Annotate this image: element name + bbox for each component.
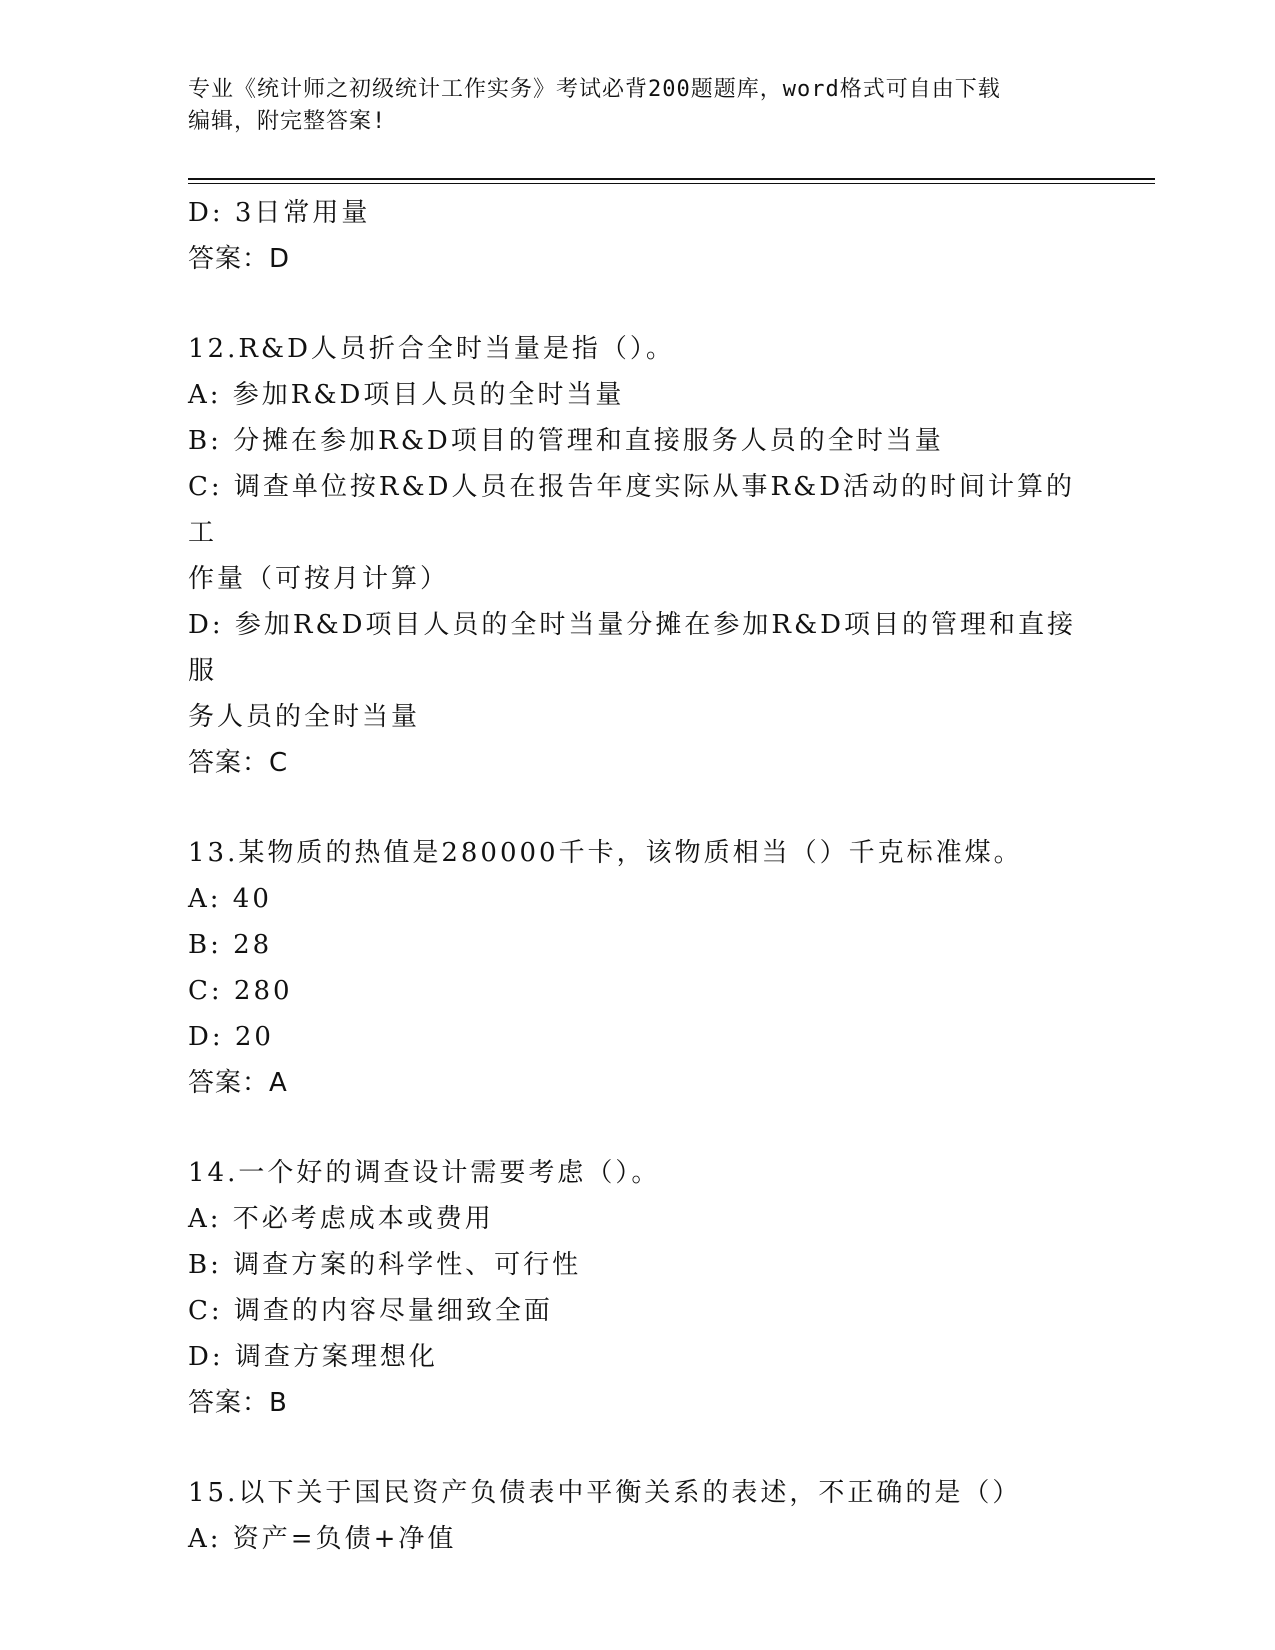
option-d: D: 调查方案理想化 (188, 1342, 438, 1372)
question-stem: 15.以下关于国民资产负债表中平衡关系的表述，不正确的是（） (188, 1478, 1022, 1508)
question-stem: 13.某物质的热值是280000千卡，该物质相当（）千克标准煤。 (188, 838, 1023, 868)
prev-option-d: D: 3日常用量 (188, 198, 371, 228)
spacer (188, 786, 1088, 830)
header-rule-thin (188, 183, 1155, 184)
option-a: A: 资产=负债+净值 (188, 1524, 457, 1554)
question-12 (188, 326, 1088, 786)
option-a: A: 参加R&D项目人员的全时当量 (188, 380, 625, 410)
question-15 (188, 1470, 1088, 1562)
question-list (188, 190, 1088, 1562)
option-b: B: 调查方案的科学性、可行性 (188, 1250, 582, 1280)
question-stem: 12.R&D人员折合全时当量是指（）。 (188, 334, 675, 364)
answer: 答案：B (188, 1388, 288, 1418)
option-a: A: 40 (188, 884, 272, 914)
option-d: D: 20 (188, 1022, 274, 1052)
question-13 (188, 830, 1088, 1106)
spacer (188, 1106, 1088, 1150)
spacer (188, 282, 1088, 326)
option-d-continued: 务人员的全时当量 (188, 702, 421, 732)
option-b: B: 28 (188, 930, 273, 960)
header-line-1: 专业《统计师之初级统计工作实务》考试必背200题题库，word格式可自由下载 (188, 77, 1001, 102)
answer: 答案：A (188, 1068, 288, 1098)
option-d: D: 参加R&D项目人员的全时当量分摊在参加R&D项目的管理和直接服 (188, 610, 1077, 686)
header-rule-thick (188, 178, 1155, 180)
option-c-continued: 作量（可按月计算） (188, 564, 450, 594)
header-line-2: 编辑，附完整答案! (188, 109, 387, 134)
question-14 (188, 1150, 1088, 1426)
option-c: C: 调查的内容尽量细致全面 (188, 1296, 553, 1326)
prev-answer: 答案：D (188, 244, 291, 274)
option-a: A: 不必考虑成本或费用 (188, 1204, 494, 1234)
option-c: C: 280 (188, 976, 293, 1006)
document-header (188, 74, 1068, 138)
option-b: B: 分摊在参加R&D项目的管理和直接服务人员的全时当量 (188, 426, 944, 456)
spacer (188, 1426, 1088, 1470)
answer: 答案：C (188, 748, 289, 778)
question-stem: 14.一个好的调查设计需要考虑（）。 (188, 1158, 661, 1188)
option-c: C: 调查单位按R&D人员在报告年度实际从事R&D活动的时间计算的工 (188, 472, 1076, 548)
